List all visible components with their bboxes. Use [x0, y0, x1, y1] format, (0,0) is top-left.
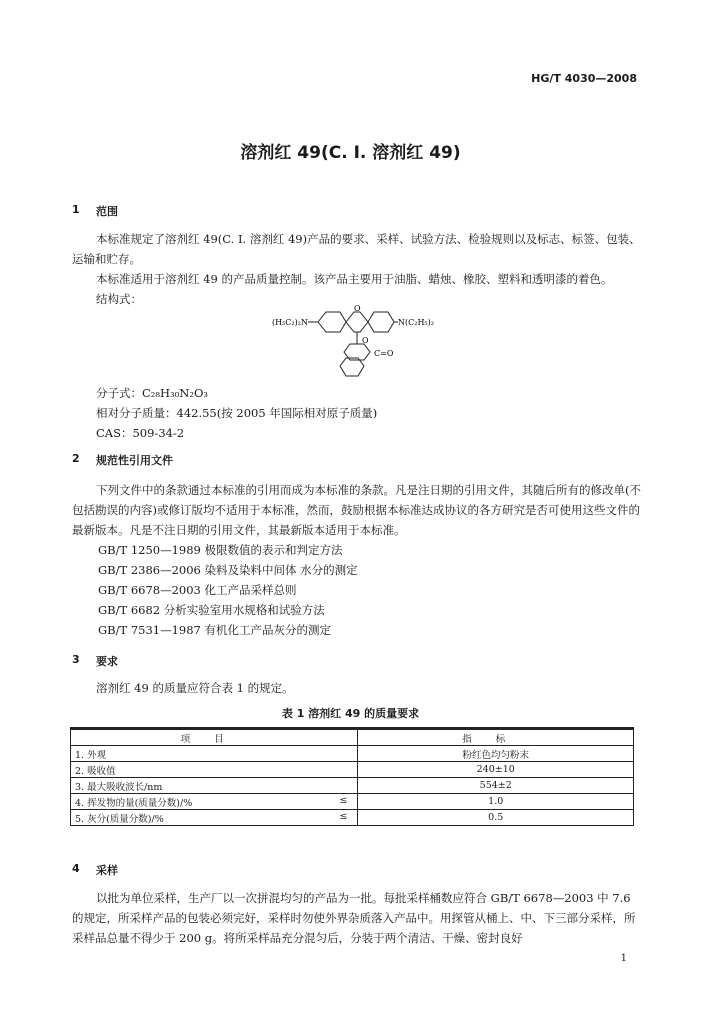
page-number: 1 [620, 953, 627, 964]
sampling-paragraph: 以批为单位采样，生产厂以一次拼混均匀的产品为一批。每批采样桶数应符合 GB/T 6678—2003 中 7.6 的规定，所采样产品的包装必须完好，采样时勿使外界杂质落入产品中。用探管从桶上、中、下三部分采样，所采样品总量不得少于 200 g。将所采样品充分混匀后，分装于两个清洁、干燥、密封良好 [72, 891, 636, 945]
structure-right-group: N(C₂H₅)₂ [398, 318, 434, 327]
row-value: 0.5 [358, 810, 634, 826]
structure-lactone-oxygen: O [362, 336, 369, 345]
ring-left [318, 312, 346, 332]
ring-benzene [340, 358, 364, 376]
reference-item: GB/T 1250—1989 极限数值的表示和判定方法 [98, 543, 343, 557]
section-1-heading: 范围 [96, 205, 118, 218]
ring-center [346, 312, 368, 332]
reference-item: GB/T 6682 分析实验室用水规格和试验方法 [98, 603, 325, 617]
cas-number: CAS：509-34-2 [96, 426, 185, 440]
molecular-mass: 相对分子质量：442.55(按 2005 年国际相对原子质量) [96, 406, 378, 420]
scope-paragraph-2: 本标准适用于溶剂红 49 的产品质量控制。该产品主要用于油脂、蜡烛、橡胶、塑料和透明漆的着色。 [96, 272, 613, 286]
table-row [71, 810, 634, 826]
row-item: 3. 最大吸收波长/nm [75, 781, 163, 793]
table-row [71, 778, 634, 794]
row-operator: ≤ [339, 811, 348, 822]
page-title: 溶剂红 49(C. I. 溶剂红 49) [240, 143, 461, 163]
section-4-number: 4 [72, 862, 80, 875]
section-4-heading: 采样 [96, 864, 118, 877]
structural-formula [270, 300, 434, 382]
row-value: 240±10 [358, 762, 634, 778]
table-row [71, 746, 634, 762]
column-header-item: 项目 [71, 730, 358, 746]
section-2-number: 2 [72, 452, 80, 465]
quality-table [70, 729, 634, 826]
row-value: 1.0 [358, 794, 634, 810]
structure-label: 结构式： [96, 292, 142, 306]
column-header-index: 指标 [358, 730, 634, 746]
section-3-number: 3 [72, 653, 80, 666]
ring-right [368, 312, 394, 332]
table-row [71, 762, 634, 778]
row-item: 5. 灰分(质量分数)/% [75, 813, 164, 825]
table-header-row [71, 730, 634, 746]
row-operator: ≤ [339, 795, 348, 806]
requirements-paragraph: 溶剂红 49 的质量应符合表 1 的规定。 [96, 681, 294, 695]
table-caption: 表 1 溶剂红 49 的质量要求 [281, 707, 420, 720]
structure-carbonyl: C=O [374, 349, 394, 358]
section-3-heading: 要求 [96, 655, 118, 668]
row-item: 2. 吸收值 [75, 765, 116, 777]
reference-item: GB/T 2386—2006 染料及染料中间体 水分的测定 [98, 563, 358, 577]
scope-paragraph-1: 本标准规定了溶剂红 49(C. I. 溶剂红 49)产品的要求、采样、试验方法、检验规则以及标志、标签、包装、运输和贮存。 [72, 232, 641, 266]
section-1-number: 1 [72, 203, 80, 216]
row-value: 粉红色均匀粉末 [358, 746, 634, 762]
standard-number: HG/T 4030—2008 [531, 72, 637, 85]
table-row [71, 794, 634, 810]
row-item: 4. 挥发物的量(质量分数)/% [75, 797, 193, 809]
structure-ring-oxygen: O [354, 304, 361, 313]
normative-paragraph: 下列文件中的条款通过本标准的引用而成为本标准的条款。凡是注日期的引用文件，其随后所有的修改单(不包括勘误的内容)或修订版均不适用于本标准，然而，鼓励根据本标准达成协议的各方研究是否可使用这些文件的最新版本。凡是不注日期的引用文件，其最新版本适用于本标准。 [72, 483, 641, 537]
structure-left-group: (H₅C₂)₂N [272, 318, 308, 327]
row-value: 554±2 [358, 778, 634, 794]
row-item: 1. 外观 [75, 749, 107, 761]
molecular-formula: 分子式：C₂₈H₃₀N₂O₃ [96, 386, 208, 400]
reference-item: GB/T 7531—1987 有机化工产品灰分的测定 [98, 623, 332, 637]
reference-item: GB/T 6678—2003 化工产品采样总则 [98, 583, 297, 597]
section-2-heading: 规范性引用文件 [96, 454, 173, 467]
